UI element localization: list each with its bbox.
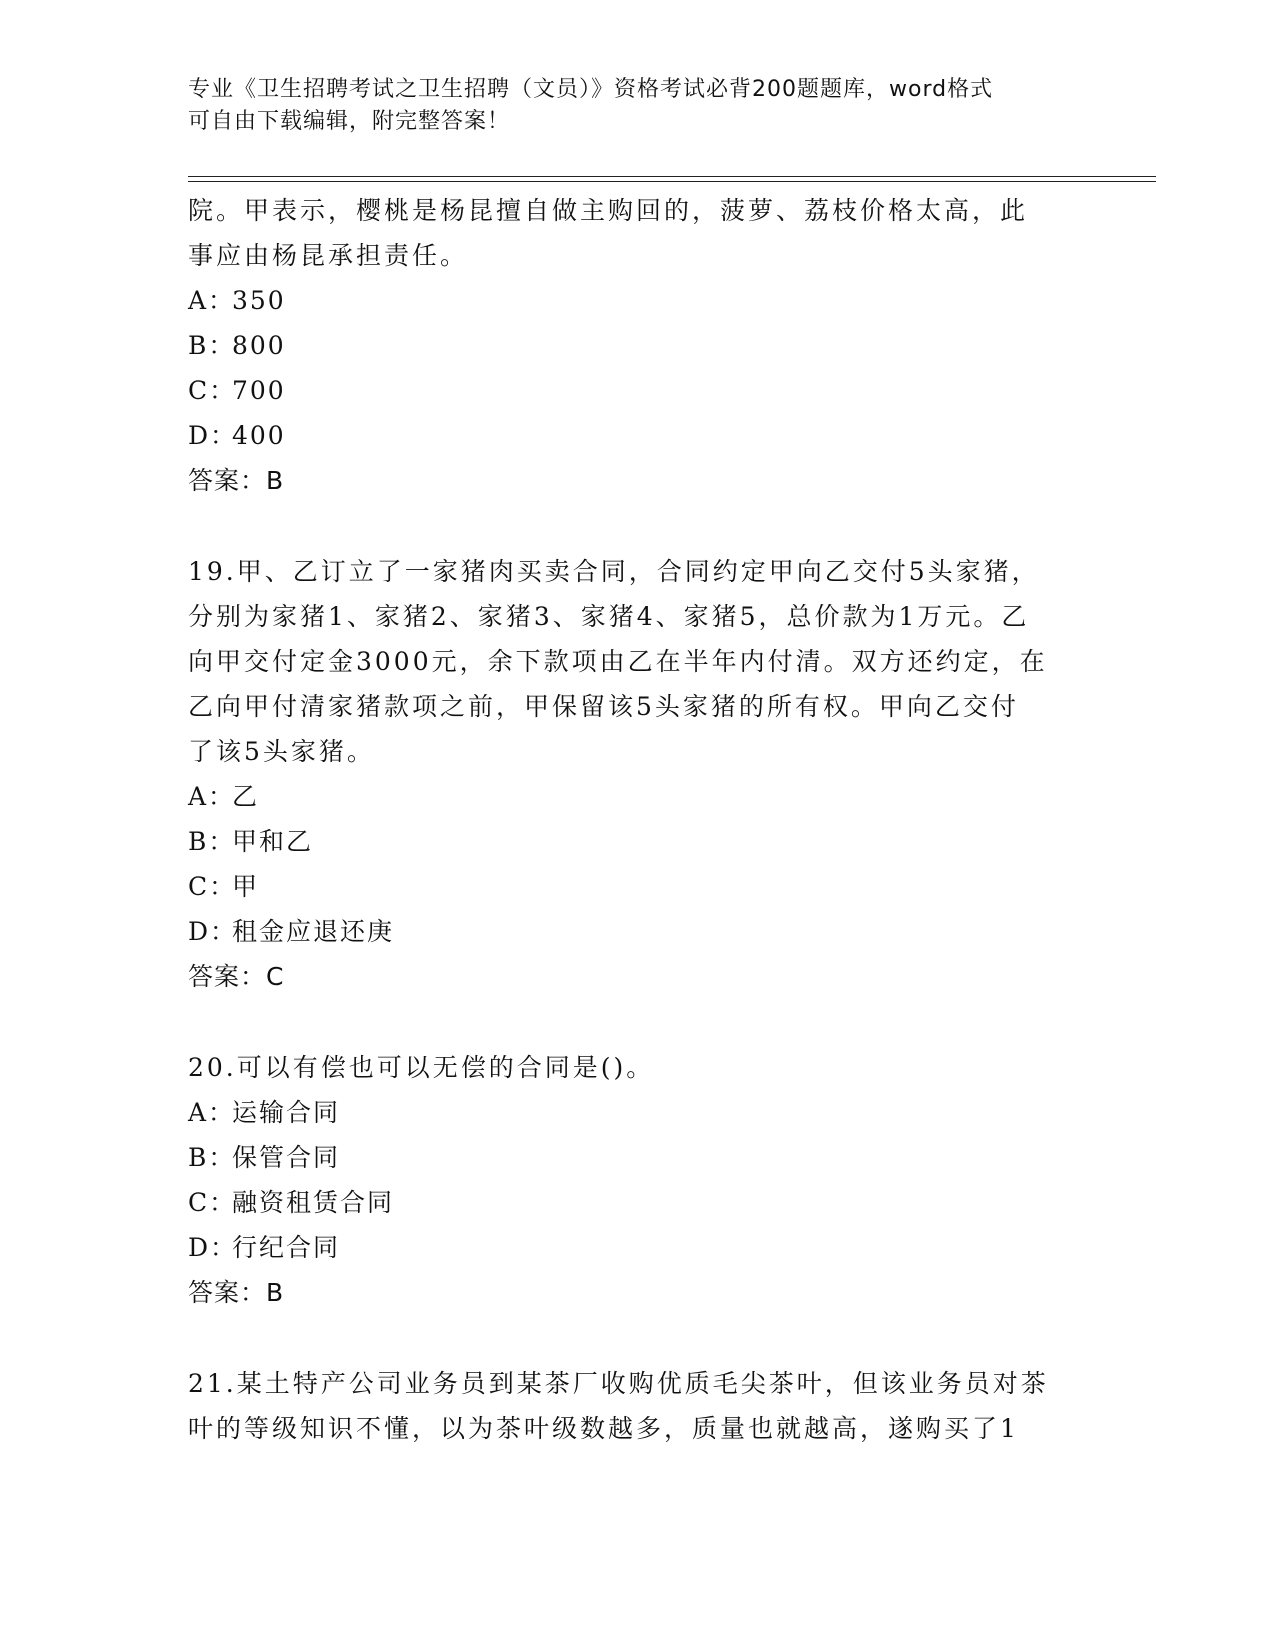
question-text-line: 院。甲表示，樱桃是杨昆擅自做主购回的，菠萝、荔枝价格太高，此	[188, 196, 1029, 225]
option-text: 700	[232, 376, 286, 405]
option-d	[188, 413, 1088, 458]
question-content	[188, 188, 1088, 1451]
option-text: 甲和乙	[232, 827, 314, 856]
option-a	[188, 1090, 1088, 1135]
option-c	[188, 1180, 1088, 1225]
option-key: D：	[188, 1233, 238, 1262]
option-key: B：	[188, 827, 236, 856]
question-text-line: 19.甲、乙订立了一家猪肉买卖合同，合同约定甲向乙交付5头家猪，	[188, 557, 1040, 586]
spacer	[188, 503, 1088, 549]
option-key: D：	[188, 421, 238, 450]
question-18-block	[188, 188, 1088, 503]
option-text: 租金应退还庚	[232, 917, 395, 946]
option-key: D：	[188, 917, 238, 946]
option-key: C：	[188, 376, 237, 405]
header-title-line-1: 专业《卫生招聘考试之卫生招聘（文员）》资格考试必背200题题库，word格式	[188, 77, 994, 102]
option-text: 行纪合同	[232, 1233, 341, 1262]
option-text: 350	[232, 286, 286, 315]
option-d	[188, 1225, 1088, 1270]
option-a	[188, 278, 1088, 323]
option-b	[188, 1135, 1088, 1180]
option-key: C：	[188, 872, 237, 901]
option-text: 保管合同	[232, 1143, 341, 1172]
option-c	[188, 368, 1088, 413]
spacer	[188, 999, 1088, 1045]
option-b	[188, 819, 1088, 864]
header-divider-top	[188, 176, 1156, 177]
option-text: 400	[232, 421, 286, 450]
question-text-line: 20.可以有偿也可以无偿的合同是()。	[188, 1053, 655, 1082]
question-19-block	[188, 549, 1088, 999]
header-title-line-2: 可自由下载编辑，附完整答案！	[188, 109, 511, 134]
answer-line: 答案：C	[188, 962, 285, 991]
question-text-line: 叶的等级知识不懂，以为茶叶级数越多，质量也就越高，遂购买了1	[188, 1414, 1019, 1443]
option-key: A：	[188, 1098, 236, 1127]
option-text: 运输合同	[232, 1098, 341, 1127]
answer-line: 答案：B	[188, 1278, 285, 1307]
answer-line: 答案：B	[188, 466, 285, 495]
option-c	[188, 864, 1088, 909]
option-key: C：	[188, 1188, 237, 1217]
option-text: 800	[232, 331, 286, 360]
option-a	[188, 774, 1088, 819]
option-text: 甲	[232, 872, 260, 901]
header-divider-bottom	[188, 181, 1156, 182]
option-d	[188, 909, 1088, 954]
question-20-block	[188, 1045, 1088, 1315]
question-text-line: 事应由杨昆承担责任。	[188, 241, 469, 270]
question-text-line: 分别为家猪1、家猪2、家猪3、家猪4、家猪5，总价款为1万元。乙	[188, 602, 1030, 631]
option-key: A：	[188, 286, 236, 315]
spacer	[188, 1315, 1088, 1361]
question-21-block	[188, 1361, 1088, 1451]
question-text-line: 乙向甲付清家猪款项之前，甲保留该5头家猪的所有权。甲向乙交付	[188, 692, 1019, 721]
option-key: B：	[188, 1143, 236, 1172]
option-text: 乙	[232, 782, 260, 811]
document-header	[188, 74, 1088, 138]
option-key: B：	[188, 331, 236, 360]
question-text-line: 了该5头家猪。	[188, 737, 375, 766]
question-text-line: 向甲交付定金3000元，余下款项由乙在半年内付清。双方还约定，在	[188, 647, 1048, 676]
option-key: A：	[188, 782, 236, 811]
option-b	[188, 323, 1088, 368]
option-text: 融资租赁合同	[232, 1188, 395, 1217]
question-text-line: 21.某土特产公司业务员到某茶厂收购优质毛尖茶叶，但该业务员对茶	[188, 1369, 1049, 1398]
